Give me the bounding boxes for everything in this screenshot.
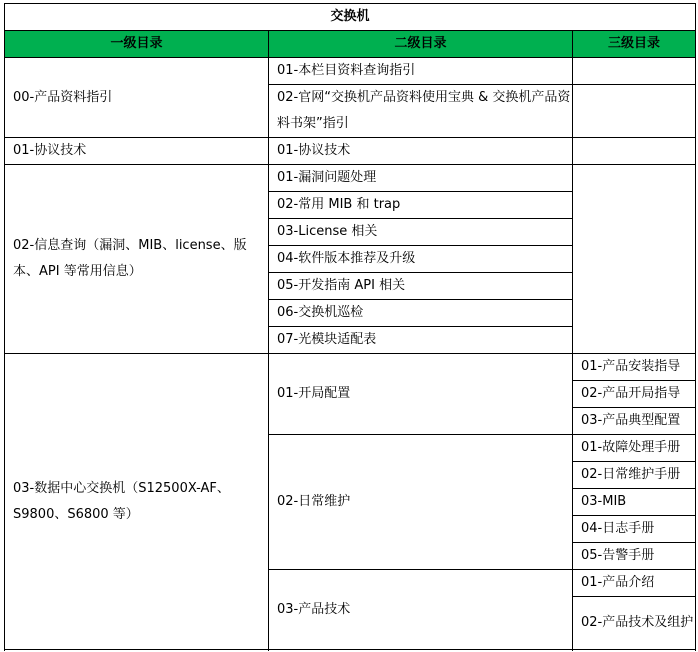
level3-cell: 02-日常维护手册: [573, 462, 696, 489]
header-level1: 一级目录: [5, 31, 269, 58]
level3-cell: 01-产品介绍: [573, 570, 696, 597]
level2-cell: 05-开发指南 API 相关: [269, 273, 573, 300]
level2-cell: 02-官网“交换机产品资料使用宝典 & 交换机产品资料书架”指引: [269, 85, 573, 138]
level3-cell: 01-产品安装指导: [573, 354, 696, 381]
catalog-table: [4, 3, 696, 650]
level3-cell: 03-产品典型配置: [573, 408, 696, 435]
level3-cell: [573, 138, 696, 165]
level3-cell: 02-产品技术及组护: [573, 597, 696, 650]
level3-cell: 01-故障处理手册: [573, 435, 696, 462]
level2-cell: 01-协议技术: [269, 138, 573, 165]
level2-cell: 03-License 相关: [269, 219, 573, 246]
level3-cell: [573, 165, 696, 354]
level2-cell: 04-软件版本推荐及升级: [269, 246, 573, 273]
level2-cell: 07-光模块适配表: [269, 327, 573, 354]
header-level2: 二级目录: [269, 31, 573, 58]
level2-cell: 02-日常维护: [269, 435, 573, 570]
level3-cell: 02-产品开局指导: [573, 381, 696, 408]
level3-cell: 04-日志手册: [573, 516, 696, 543]
level2-cell: 01-本栏目资料查询指引: [269, 58, 573, 85]
level3-cell: 05-告警手册: [573, 543, 696, 570]
level3-cell: 03-MIB: [573, 489, 696, 516]
level1-cell: 00-产品资料指引: [5, 58, 269, 138]
level3-cell: [573, 58, 696, 85]
table-title: 交换机: [5, 4, 696, 31]
level1-cell: 03-数据中心交换机（S12500X-AF、S9800、S6800 等）: [5, 354, 269, 650]
level3-cell: [573, 85, 696, 138]
level1-cell: 01-协议技术: [5, 138, 269, 165]
level2-cell: 01-开局配置: [269, 354, 573, 435]
level1-cell: 02-信息查询（漏洞、MIB、license、版本、API 等常用信息）: [5, 165, 269, 354]
header-level3: 三级目录: [573, 31, 696, 58]
level2-cell: 01-漏洞问题处理: [269, 165, 573, 192]
level2-cell: 06-交换机巡检: [269, 300, 573, 327]
level2-cell: 03-产品技术: [269, 570, 573, 650]
level2-cell: 02-常用 MIB 和 trap: [269, 192, 573, 219]
